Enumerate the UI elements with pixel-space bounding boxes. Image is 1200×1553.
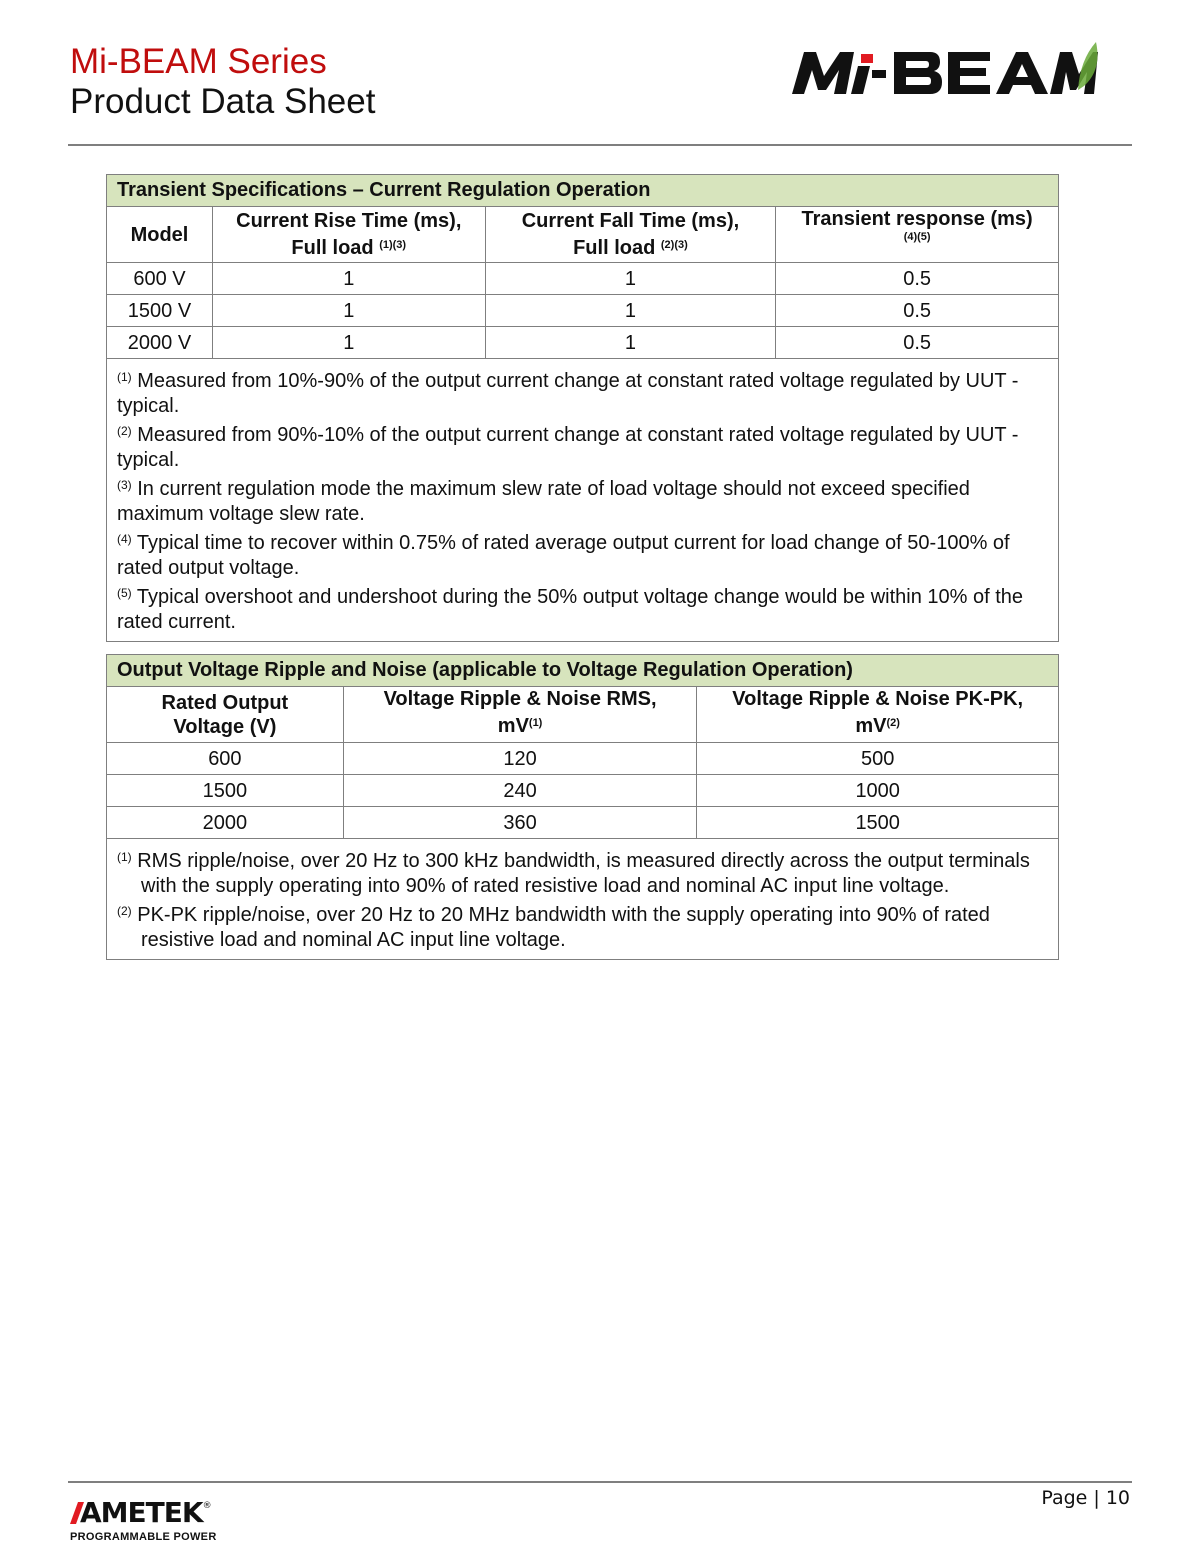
table-row: [107, 295, 1059, 327]
footer-rule: [68, 1481, 1132, 1483]
footnote: $^{(5)}$ Typical overshoot and undershoot during the 50% output voltage change would be within 10% of the rated current.: [117, 586, 1024, 633]
cell-pkpk: 1000: [697, 775, 1059, 807]
table-title-row: [107, 655, 1059, 687]
page-number: Page | 10: [1041, 1487, 1130, 1509]
cell-pkpk: 1500: [697, 807, 1059, 839]
footnotes: [107, 839, 1059, 960]
logo-accent: [861, 54, 873, 63]
footnotes-row: [107, 359, 1059, 642]
cell-model: 600 V: [107, 263, 213, 295]
column-header-row: [107, 687, 1059, 743]
series-title: Mi-BEAM Series: [70, 42, 327, 81]
header-rule: [68, 144, 1132, 146]
table-row: [107, 743, 1059, 775]
document-subtitle: Product Data Sheet: [70, 82, 376, 121]
ripple-noise-table: [106, 654, 1059, 960]
footnotes-row: [107, 839, 1059, 960]
table-title-row: [107, 175, 1059, 207]
mi-beam-logo-icon: [788, 40, 1098, 100]
column-header-rated-voltage: Rated Output Voltage (V): [107, 687, 344, 743]
cell-fall: 1: [485, 295, 776, 327]
footnote: $^{(3)}$ In current regulation mode the maximum slew rate of load voltage should not exceed specified maximum voltage slew rate.: [117, 478, 970, 525]
footnote: $^{(4)}$ Typical time to recover within 0.75% of rated average output current for load change of 50-100% of rated output voltage.: [117, 532, 1010, 579]
footnotes: [107, 359, 1059, 642]
table-row: [107, 263, 1059, 295]
cell-transient: 0.5: [776, 327, 1059, 359]
column-header-rms: Voltage Ripple & Noise RMS, mV$^{(1)}$: [343, 687, 697, 743]
table-row: [107, 327, 1059, 359]
table-row: [107, 775, 1059, 807]
cell-voltage: 1500: [107, 775, 344, 807]
footnote: $^{(2)}$ Measured from 90%-10% of the output current change at constant rated voltage regulated by UUT - typical.: [117, 424, 1019, 471]
cell-transient: 0.5: [776, 263, 1059, 295]
ametek-logo: [70, 1490, 217, 1543]
cell-rms: 240: [343, 775, 697, 807]
cell-fall: 1: [485, 327, 776, 359]
cell-rise: 1: [212, 295, 485, 327]
ametek-wordmark: AMETEK®: [70, 1490, 217, 1529]
table-title: Transient Specifications – Current Regulation Operation: [107, 175, 1059, 207]
cell-fall: 1: [485, 263, 776, 295]
cell-rms: 360: [343, 807, 697, 839]
cell-rise: 1: [212, 263, 485, 295]
table-title: Output Voltage Ripple and Noise (applicable to Voltage Regulation Operation): [107, 655, 1059, 687]
column-header-fall-time: Current Fall Time (ms), Full load $^{(2)(3)}$: [485, 207, 776, 263]
cell-rms: 120: [343, 743, 697, 775]
cell-pkpk: 500: [697, 743, 1059, 775]
cell-transient: 0.5: [776, 295, 1059, 327]
mi-beam-logo: [788, 40, 1098, 100]
cell-rise: 1: [212, 327, 485, 359]
transient-specifications-table: [106, 174, 1059, 642]
column-header-model: Model: [107, 207, 213, 263]
column-header-rise-time: Current Rise Time (ms), Full load $^{(1)(3)}$: [212, 207, 485, 263]
document-title-block: [70, 42, 375, 122]
column-header-pkpk: Voltage Ripple & Noise PK-PK, mV$^{(2)}$: [697, 687, 1059, 743]
cell-model: 1500 V: [107, 295, 213, 327]
cell-voltage: 600: [107, 743, 344, 775]
cell-voltage: 2000: [107, 807, 344, 839]
footnote: $^{(1)}$ Measured from 10%-90% of the output current change at constant rated voltage regulated by UUT - typical.: [117, 370, 1019, 417]
cell-model: 2000 V: [107, 327, 213, 359]
table-row: [107, 807, 1059, 839]
footnote: $^{(2)}$ PK-PK ripple/noise, over 20 Hz to 20 MHz bandwidth with the supply operating into 90% of rated resistive load and nominal AC input line voltage.: [117, 904, 990, 951]
footnote: $^{(1)}$ RMS ripple/noise, over 20 Hz to 300 kHz bandwidth, is measured directly across the output terminals with the supply operating into 90% of rated resistive load and nominal AC input line voltage.: [117, 850, 1030, 897]
column-header-row: [107, 207, 1059, 263]
ametek-tagline: PROGRAMMABLE POWER: [70, 1531, 217, 1543]
column-header-transient-response: Transient response (ms) (4)(5): [776, 207, 1059, 263]
